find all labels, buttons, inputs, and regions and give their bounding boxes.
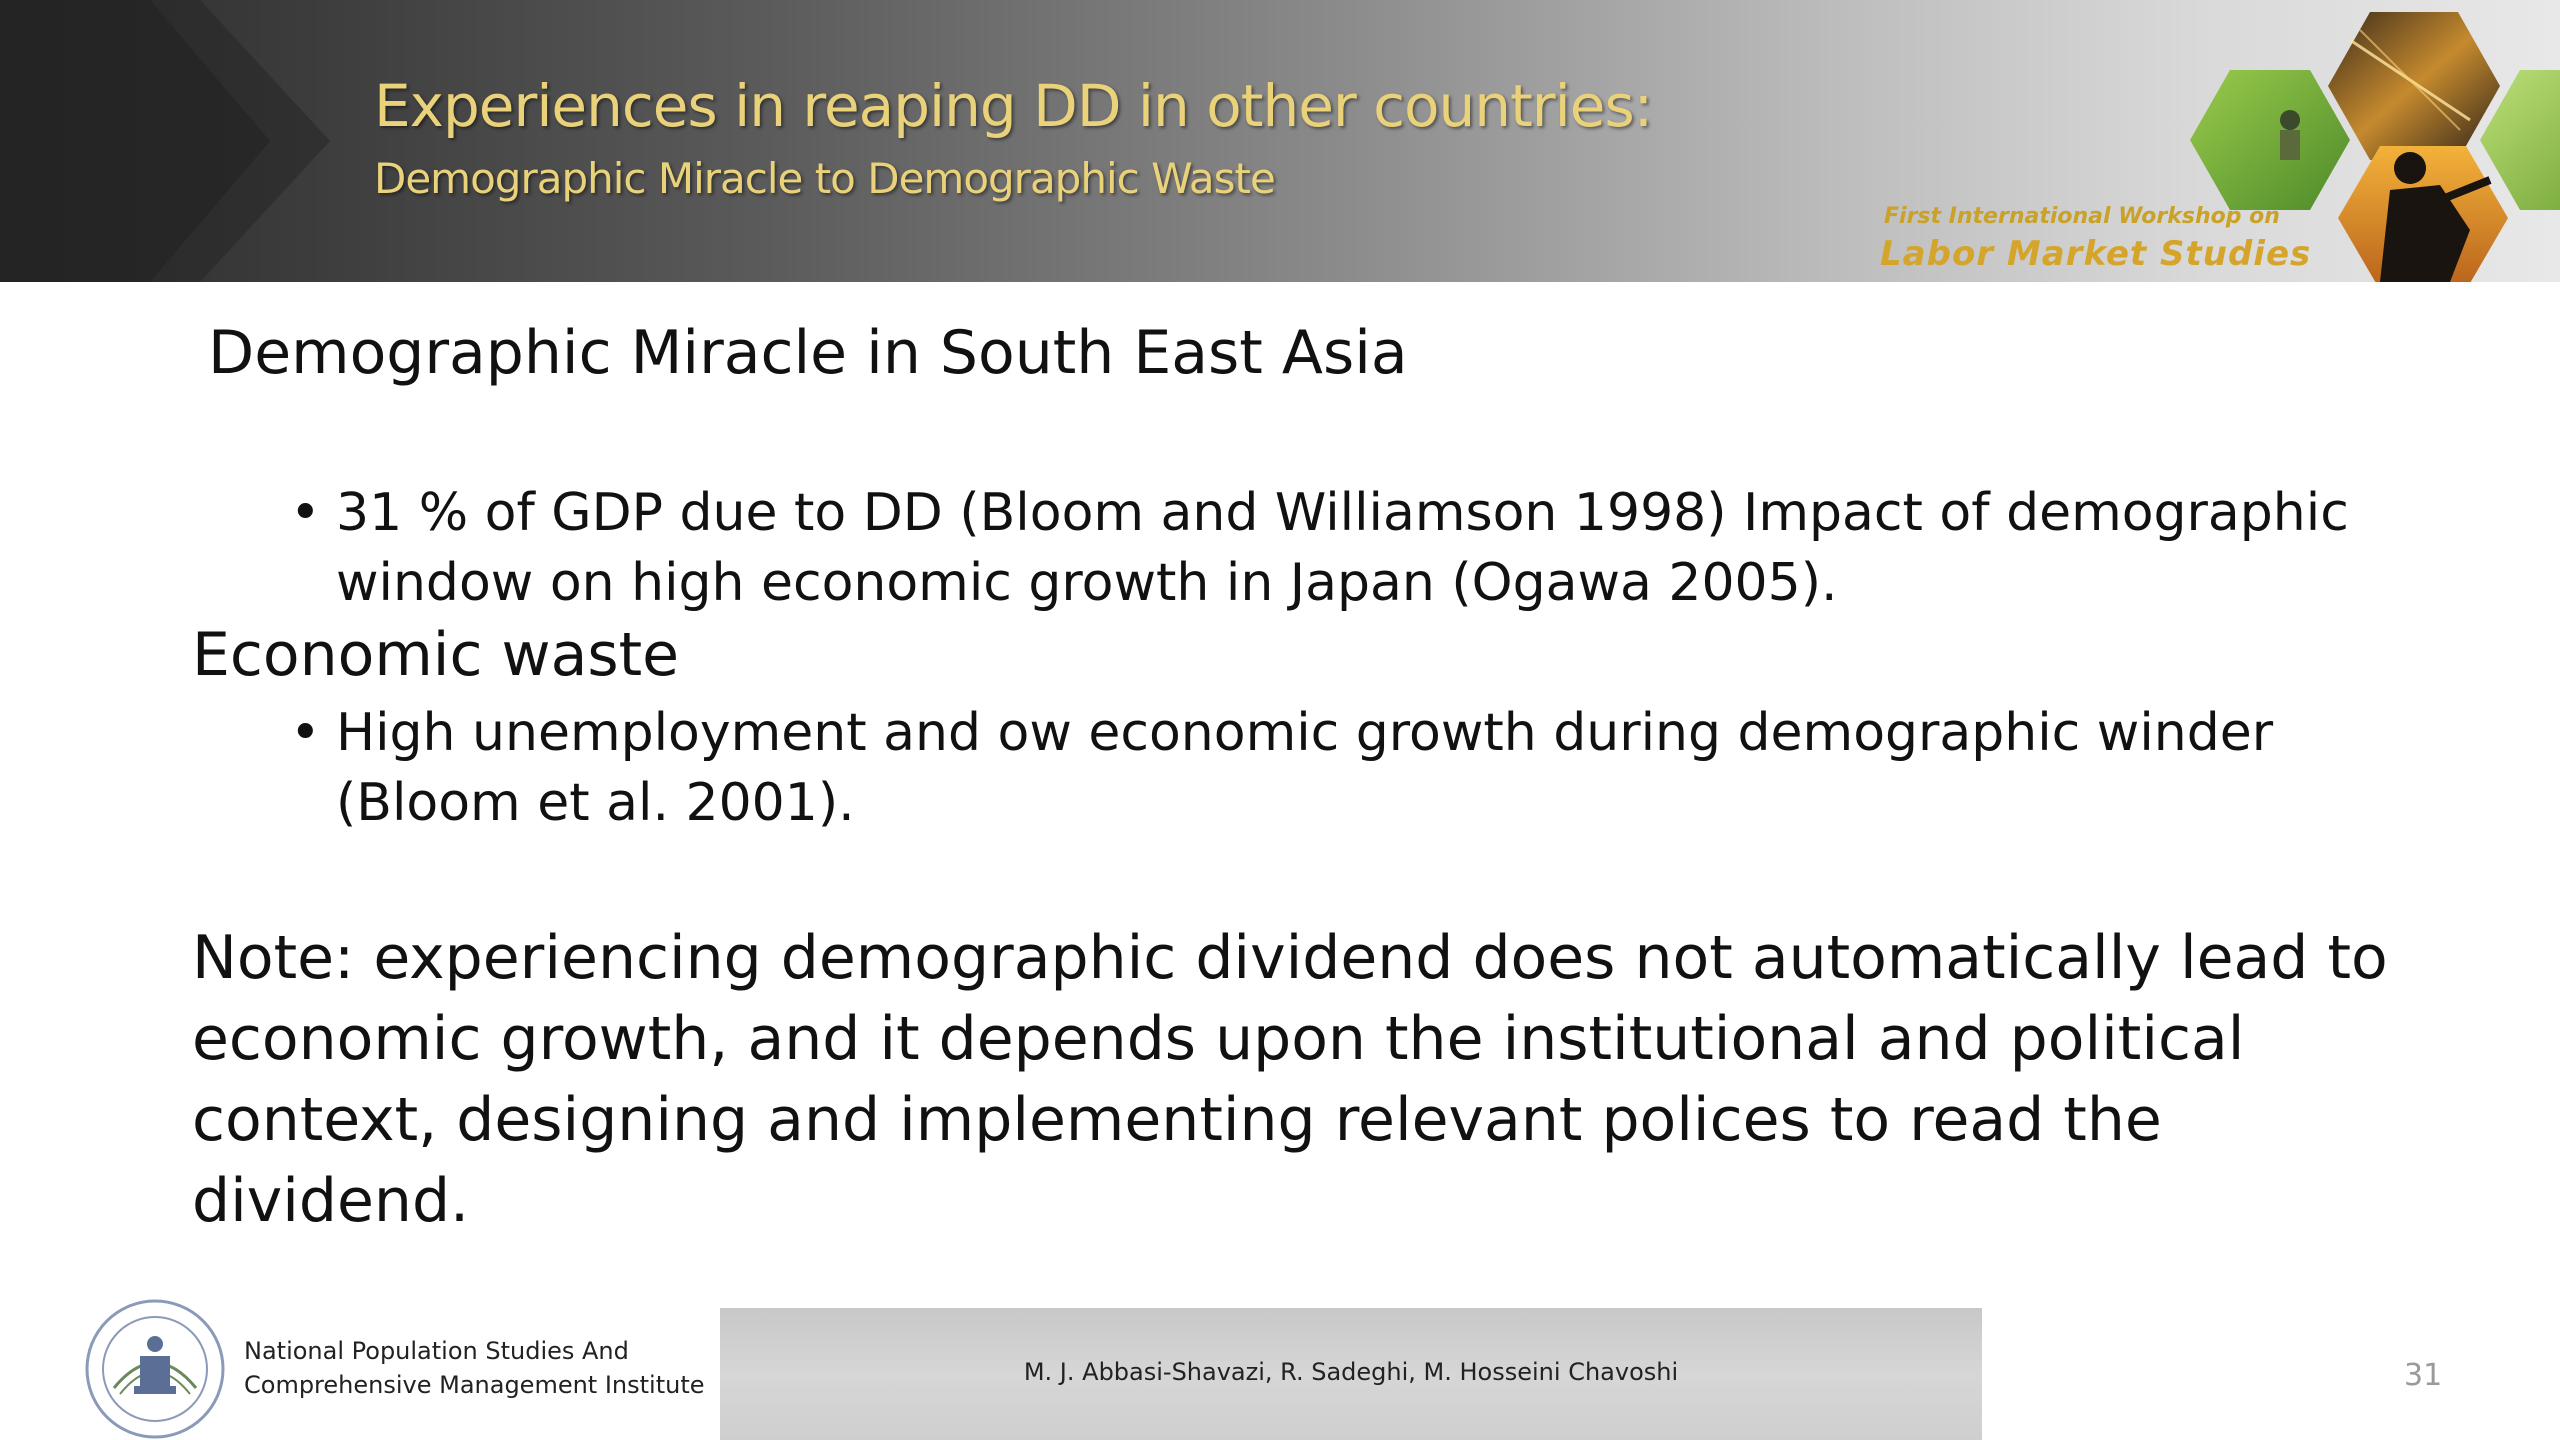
institute-name-line2: Comprehensive Management Institute: [244, 1371, 705, 1399]
bullet-item: [290, 698, 2416, 838]
bullet-dot: •: [290, 483, 321, 543]
section-heading: Economic waste: [192, 620, 680, 690]
page-number: 31: [2404, 1358, 2443, 1393]
note-paragraph: Note: experiencing demographic dividend does not automatically lead to economic growth, and it depends upon the institutional and political context, designing and implementing relevant polices to read the dividend.: [192, 923, 2388, 1236]
institute-logo: [84, 1298, 226, 1440]
bullet-text: 31 % of GDP due to DD (Bloom and Williamson 1998) Impact of demographic window on high economic growth in Japan (Ogawa 2005).: [336, 483, 2349, 613]
authors: M. J. Abbasi-Shavazi, R. Sadeghi, M. Hosseini Chavoshi: [1023, 1358, 1679, 1386]
header-banner: [0, 0, 2560, 282]
footer-authors-box: [720, 1308, 1982, 1440]
institute-name-line1: National Population Studies And: [244, 1337, 629, 1365]
bullet-dot: •: [290, 703, 321, 763]
workshop-name-line1: First International Workshop on: [1884, 204, 2280, 229]
slide-title: Experiences in reaping DD in other countries:: [374, 72, 1653, 140]
bullet-text: High unemployment and ow economic growth during demographic winder (Bloom et al. 2001).: [336, 703, 2274, 833]
slide-subtitle: Demographic Miracle to Demographic Waste: [374, 154, 1275, 203]
chevron-decoration: [0, 0, 330, 282]
bullet-item: [290, 478, 2416, 618]
institute-name: [244, 1334, 705, 1402]
section-heading: Demographic Miracle in South East Asia: [208, 318, 1408, 388]
workshop-name-line2: Labor Market Studies: [1880, 234, 2312, 274]
